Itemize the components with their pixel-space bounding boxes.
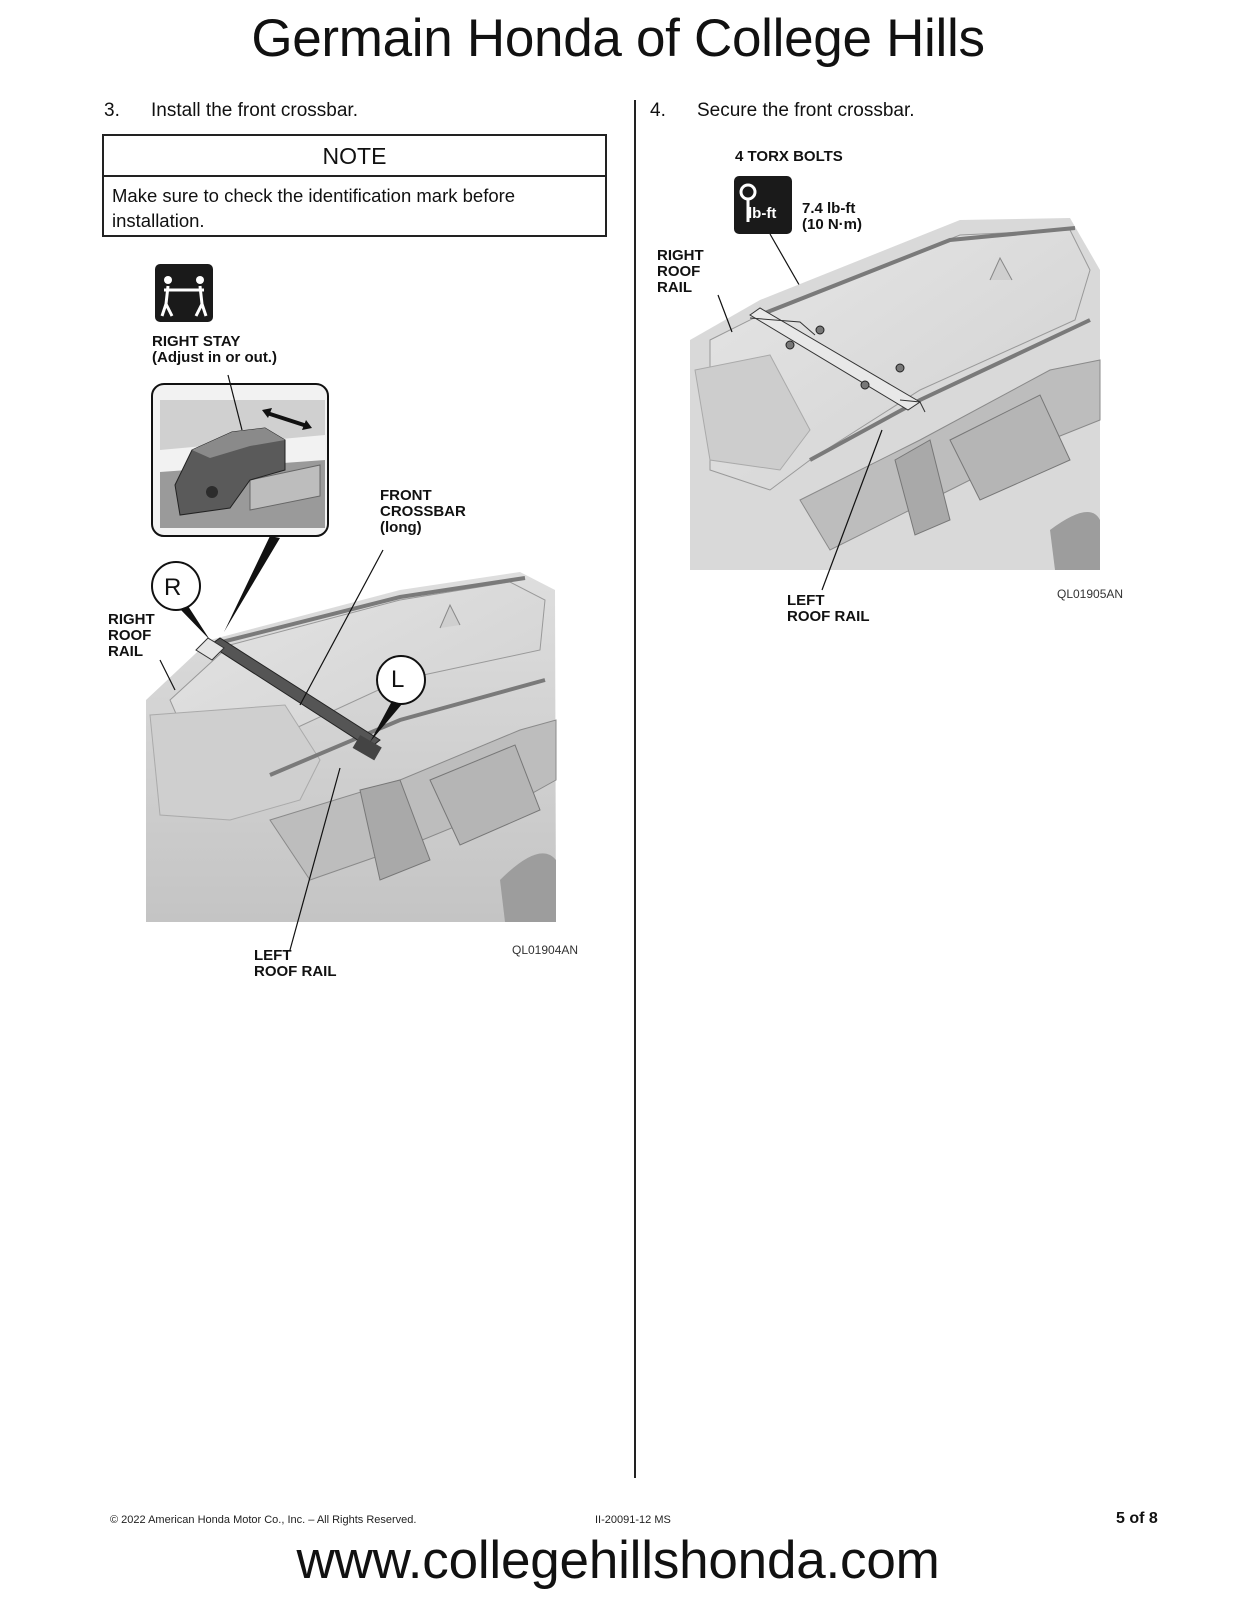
right-stay-detail-inset <box>152 384 328 536</box>
footer-url[interactable]: www.collegehillshonda.com <box>296 1531 940 1590</box>
note-box <box>102 134 607 237</box>
right-stay-label-line2: (Adjust in or out.) <box>152 349 277 366</box>
marker-r <box>152 562 210 640</box>
torque-value-line1: 7.4 lb-ft <box>802 200 856 217</box>
right-stay-label-line1: RIGHT STAY <box>152 333 241 350</box>
step-text: Install the front crossbar. <box>151 100 358 121</box>
torque-value-line2: (10 N·m) <box>802 216 863 233</box>
marker-r-label: R <box>164 574 182 601</box>
front-crossbar-label-line3: (long) <box>380 519 422 536</box>
note-text: Make sure to check the identification mark before installation. <box>112 185 516 231</box>
left-roof-rail-label-line1: LEFT <box>254 947 292 964</box>
right-roof-rail-label-line1: RIGHT <box>108 611 155 628</box>
figure-code: QL01904AN <box>512 943 579 957</box>
vehicle-roof-illustration <box>146 572 556 922</box>
figure-secure-crossbar-illustration <box>650 140 1150 640</box>
right-roof-rail-label-line2: ROOF <box>108 627 152 644</box>
figure-code: QL01905AN <box>1057 587 1124 601</box>
note-heading: NOTE <box>104 136 605 177</box>
footer-copyright: © 2022 American Honda Motor Co., Inc. – All Rights Reserved. <box>110 1514 417 1526</box>
column-divider <box>634 100 636 1478</box>
right-roof-rail-label-line1: RIGHT <box>657 247 704 264</box>
figure-install-crossbar-illustration <box>100 260 610 1000</box>
page-number: 5 of 8 <box>1116 1510 1158 1527</box>
right-roof-rail-label-line3: RAIL <box>108 643 143 660</box>
front-crossbar-label-line2: CROSSBAR <box>380 503 466 520</box>
figure-secure-crossbar <box>650 140 1150 640</box>
step-number: 3. <box>104 100 120 121</box>
two-person-lift-icon <box>155 264 213 322</box>
torque-icon-label: lb-ft <box>748 205 777 222</box>
left-roof-rail-label-line2: ROOF RAIL <box>254 963 337 980</box>
right-roof-rail-label-line2: ROOF <box>657 263 701 280</box>
footer-doc-number: II-20091-12 MS <box>595 1514 671 1526</box>
right-roof-rail-label-line3: RAIL <box>657 279 692 296</box>
page-title: Germain Honda of College Hills <box>251 9 985 68</box>
torx-bolts-label: 4 TORX BOLTS <box>735 148 843 165</box>
left-roof-rail-label-line1: LEFT <box>787 592 825 609</box>
vehicle-roof-illustration <box>690 218 1100 570</box>
front-crossbar-label-line1: FRONT <box>380 487 432 504</box>
left-roof-rail-label-line2: ROOF RAIL <box>787 608 870 625</box>
figure-install-crossbar <box>100 260 610 1000</box>
marker-l-label: L <box>391 666 405 693</box>
step-number: 4. <box>650 100 666 121</box>
step-text: Secure the front crossbar. <box>697 100 915 121</box>
